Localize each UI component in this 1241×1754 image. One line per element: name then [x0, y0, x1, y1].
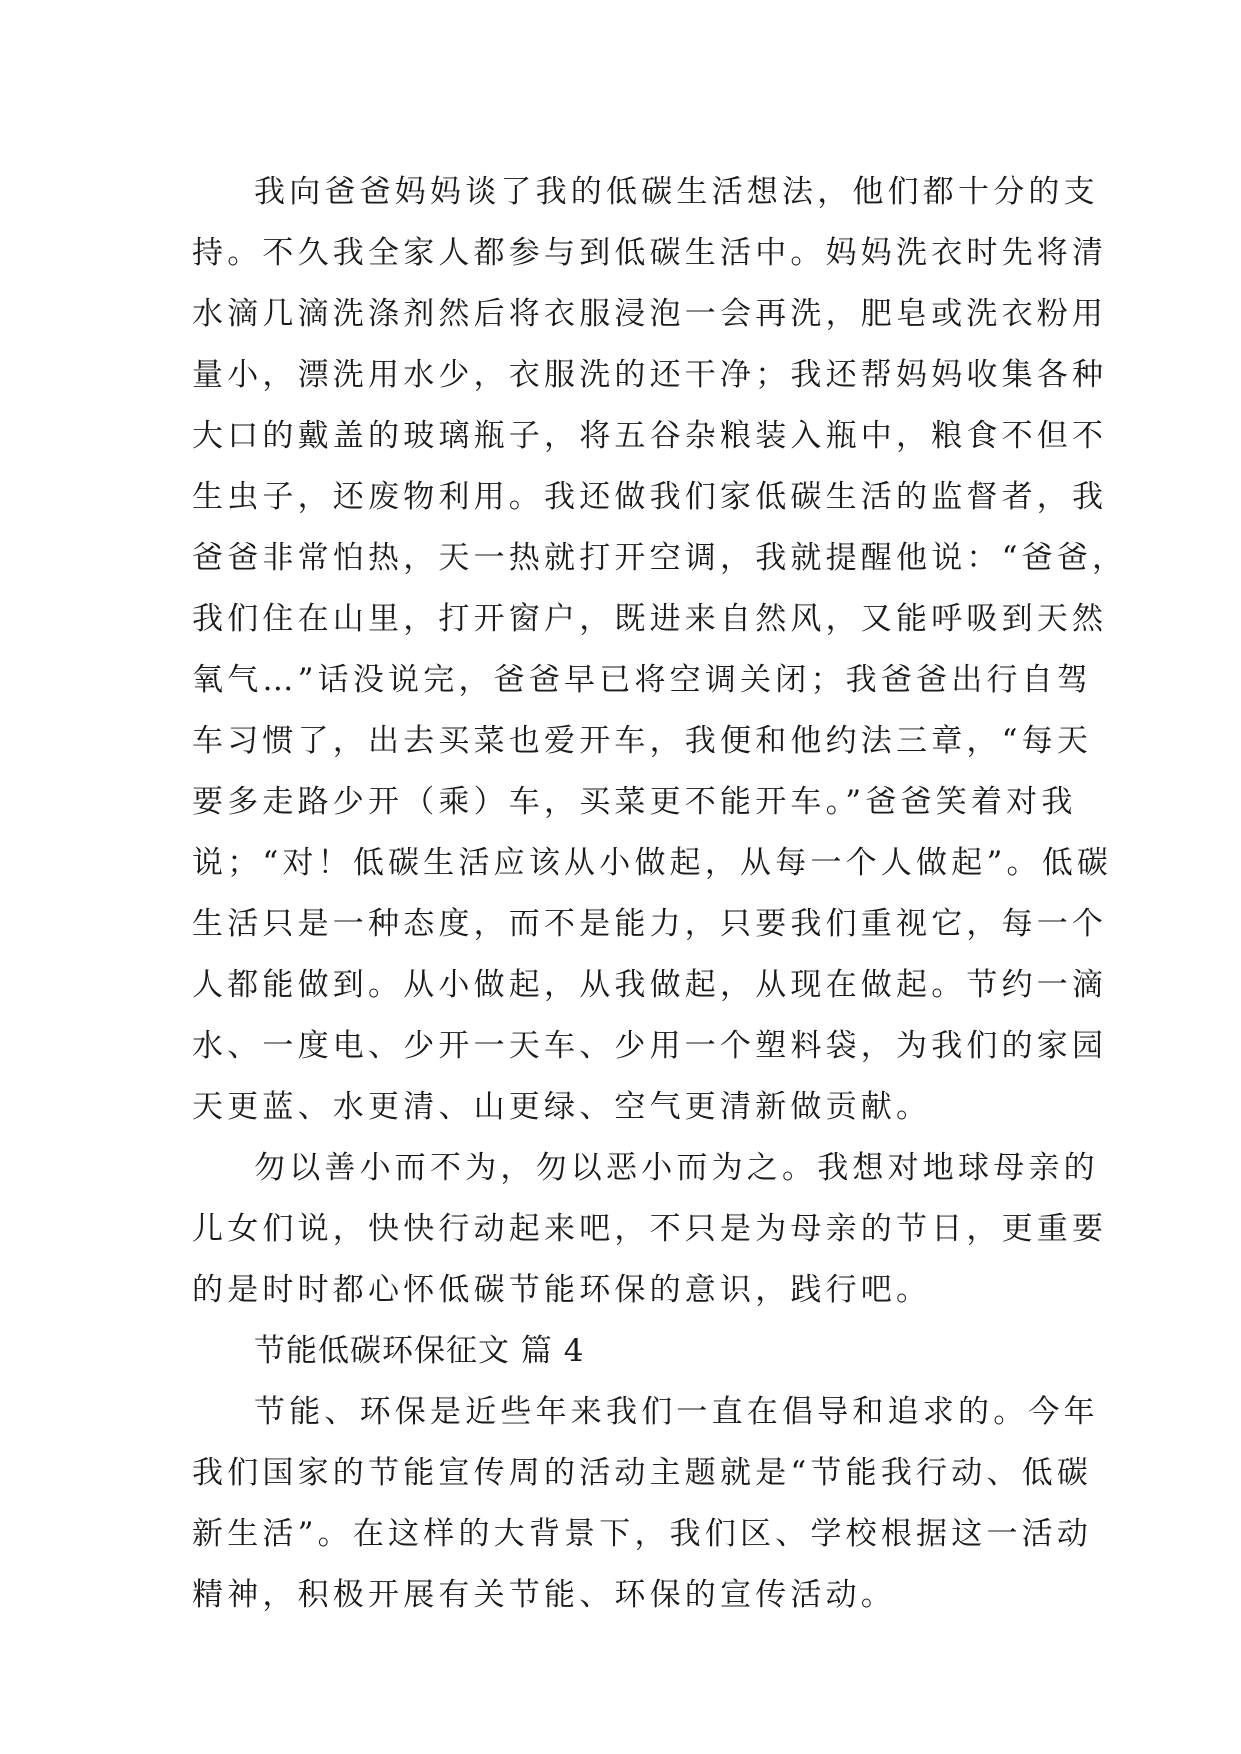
text-line: 氧气…”话没说完，爸爸早已将空调关闭；我爸爸出行自驾 [192, 662, 1093, 698]
text-line: 的是时时都心怀低碳节能环保的意识，践行吧。 [192, 1272, 932, 1308]
document-body [192, 162, 1128, 1626]
text-line: 生虫子，还废物利用。我还做我们家低碳生活的监督者，我 [192, 479, 1108, 515]
text-line: 水、一度电、少开一天车、少用一个塑料袋，为我们的家园 [192, 1028, 1108, 1064]
text-line: 我们国家的节能宣传周的活动主题就是“节能我行动、低碳 [192, 1455, 1093, 1491]
text-line: 精神，积极开展有关节能、环保的宣传活动。 [192, 1577, 896, 1613]
text-line: 要多走路少开（乘）车，买菜更不能开车。”爸爸笑着对我 [192, 784, 1077, 820]
paragraph-energy-saving-week [192, 1382, 1099, 1626]
text-line: 人都能做到。从小做起，从我做起，从现在做起。节约一滴 [192, 967, 1108, 1003]
text-line: 勿以善小而不为，勿以恶小而为之。我想对地球母亲的 [254, 1150, 1099, 1186]
text-line: 水滴几滴洗涤剂然后将衣服浸泡一会再洗，肥皂或洗衣粉用 [192, 296, 1108, 332]
text-line: 车习惯了，出去买菜也爱开车，我便和他约法三章，“每天 [192, 723, 1093, 759]
text-line: 爸爸非常怕热，天一热就打开空调，我就提醒他说：“爸爸， [192, 540, 1128, 576]
text-line: 大口的戴盖的玻璃瓶子，将五谷杂粮装入瓶中，粮食不但不 [192, 418, 1108, 454]
paragraph-low-carbon-family [192, 162, 1128, 1138]
text-line: 儿女们说，快快行动起来吧，不只是为母亲的节日，更重要 [192, 1211, 1108, 1247]
text-line: 量小，漂洗用水少，衣服洗的还干净；我还帮妈妈收集各种 [192, 357, 1108, 393]
text-line: 我们住在山里，打开窗户，既进来自然风，又能呼吸到天然 [192, 601, 1108, 637]
paragraph-call-to-action [192, 1138, 1108, 1321]
text-line: 持。不久我全家人都参与到低碳生活中。妈妈洗衣时先将清 [192, 235, 1108, 271]
text-line: 生活只是一种态度，而不是能力，只要我们重视它，每一个 [192, 906, 1108, 942]
section-heading: 节能低碳环保征文 篇 4 [254, 1333, 585, 1369]
text-line: 说；“对！低碳生活应该从小做起，从每一个人做起”。低碳 [192, 845, 1113, 881]
text-line: 我向爸爸妈妈谈了我的低碳生活想法，他们都十分的支 [254, 174, 1099, 210]
text-line: 新生活”。在这样的大背景下，我们区、学校根据这一活动 [192, 1516, 1093, 1552]
text-line: 节能、环保是近些年来我们一直在倡导和追求的。今年 [254, 1394, 1099, 1430]
text-line: 天更蓝、水更清、山更绿、空气更清新做贡献。 [192, 1089, 932, 1125]
